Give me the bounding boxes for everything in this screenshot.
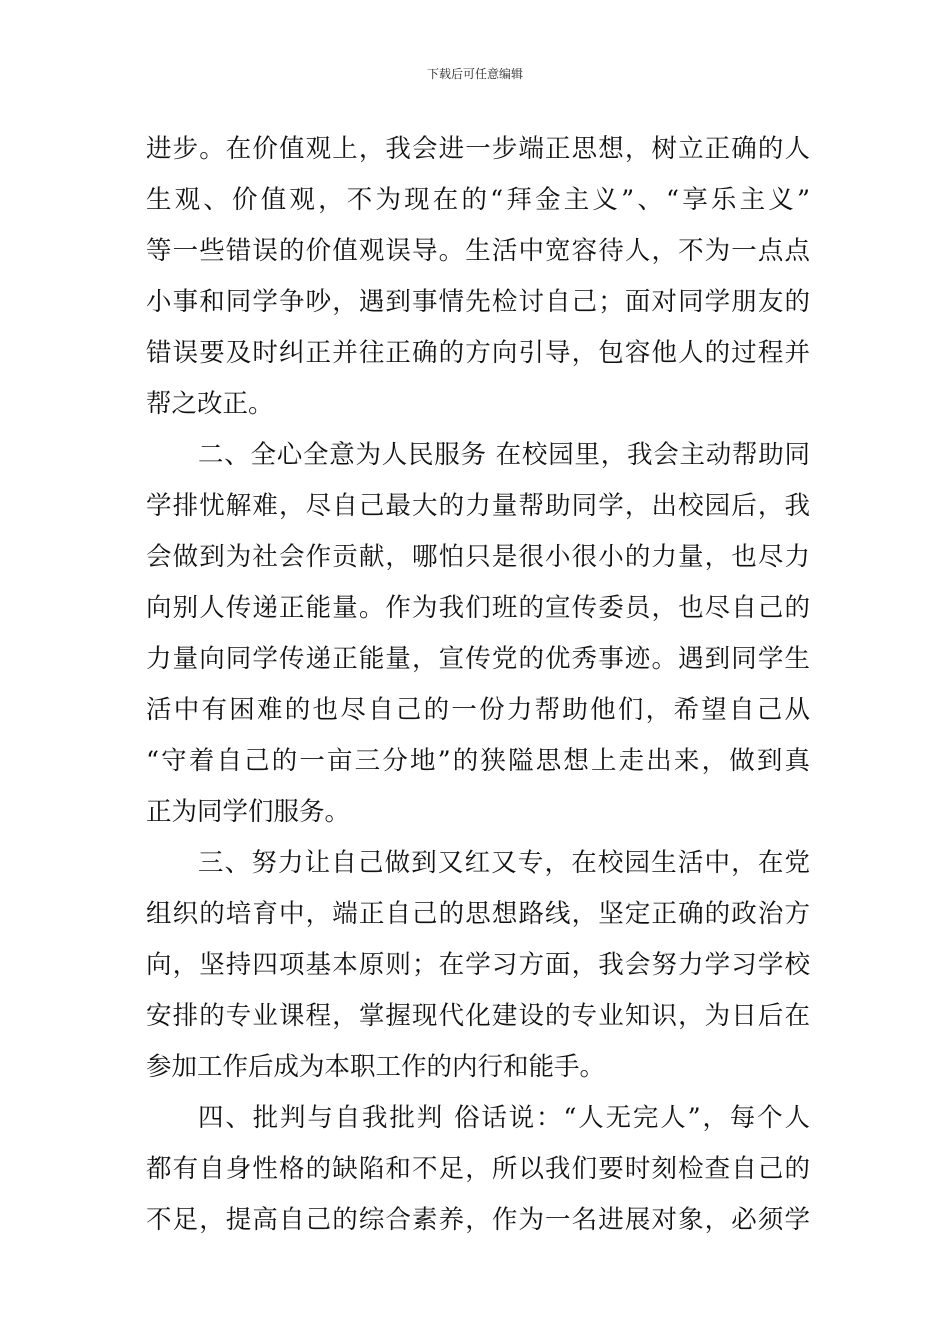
text-line: 正为同学们服务。 [146,797,351,827]
text-line: “守着自己的一亩三分地”的狭隘思想上走出来，做到真 [146,746,810,776]
text-line: 参加工作后成为本职工作的内行和能手。 [146,1052,606,1082]
paragraph-first-line: 二、全心全意为人民服务 在校园里，我会主动帮助同 [198,440,810,470]
page-header: 下载后可任意编辑 [426,67,523,81]
text-line: 等一些错误的价值观误导。生活中宽容待人，不为一点点 [146,236,810,266]
text-line: 活中有困难的也尽自己的一份力帮助他们，希望自己从 [146,695,810,725]
text-line: 安排的专业课程，掌握现代化建设的专业知识，为日后在 [146,1001,810,1031]
text-line: 组织的培育中，端正自己的思想路线，坚定正确的政治方 [146,899,810,929]
text-line: 都有自身性格的缺陷和不足，所以我们要时刻检查自己的 [146,1154,810,1184]
text-line: 力量向同学传递正能量，宣传党的优秀事迹。遇到同学生 [146,644,810,674]
text-line: 不足，提高自己的综合素养，作为一名进展对象，必须学 [146,1205,810,1235]
paragraph-first-line: 三、努力让自己做到又红又专，在校园生活中，在党 [198,848,810,878]
text-line: 向别人传递正能量。作为我们班的宣传委员，也尽自己的 [146,593,810,623]
text-line: 错误要及时纠正并往正确的方向引导，包容他人的过程并 [146,338,810,368]
text-line: 学排忧解难，尽自己最大的力量帮助同学，出校园后，我 [146,491,810,521]
text-line: 生观、价值观，不为现在的“拜金主义”、“享乐主义” [146,185,810,215]
paragraph-first-line: 四、批判与自我批判 俗话说：“人无完人”，每个人 [198,1103,810,1133]
text-line: 小事和同学争吵，遇到事情先检讨自己；面对同学朋友的 [146,287,810,317]
text-line: 进步。在价值观上，我会进一步端正思想，树立正确的人 [146,134,810,164]
text-line: 向，坚持四项基本原则；在学习方面，我会努力学习学校 [146,950,810,980]
document-body [146,124,810,1246]
text-line: 会做到为社会作贡献，哪怕只是很小很小的力量，也尽力 [146,542,810,572]
text-line: 帮之改正。 [146,389,274,419]
